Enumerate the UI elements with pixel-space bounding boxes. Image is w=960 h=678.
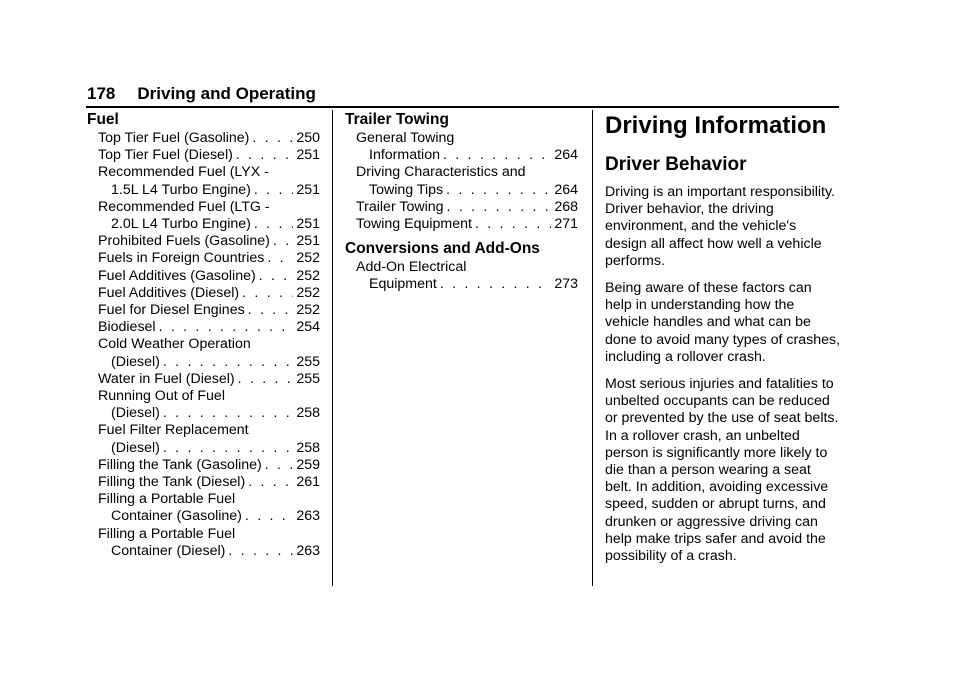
toc-page-number: 264	[554, 181, 578, 198]
toc-page-number: 259	[296, 456, 320, 473]
section-title-trailer-towing: Trailer Towing	[345, 111, 449, 128]
toc-entry-title: Filling a Portable Fuel	[98, 491, 236, 508]
dot-leader	[245, 508, 293, 525]
body-paragraph: Most serious injuries and fatalities to unbelted occupants can be reduced or prevented by the use of seat belts. In a rollover crash, an unbelted person is significantly more likely to die than a person wearing a seat belt. In addition, avoiding excessive speed, sudden or abrupt turns, and drunken or aggressive driving can help make trips safer and avoid the possibility of a crash.	[605, 376, 839, 565]
dot-leader	[228, 543, 293, 560]
toc-entry-title: Filling the Tank (Diesel)	[98, 474, 246, 491]
toc-page-number: 251	[296, 216, 320, 233]
toc-list-trailer-towing	[345, 130, 578, 233]
toc-entry-title: Biodiesel	[98, 319, 156, 336]
dot-leader	[163, 405, 293, 422]
dot-leader	[248, 302, 294, 319]
toc-entry-title: Towing Equipment	[356, 216, 472, 233]
toc-entry-title: Trailer Towing	[356, 198, 444, 215]
toc-entry-title: General Towing	[356, 130, 455, 146]
toc-page-number: 271	[554, 216, 578, 233]
toc-entry[interactable]	[87, 285, 320, 302]
dot-leader	[163, 354, 293, 371]
toc-page-number: 250	[296, 130, 320, 146]
toc-entry[interactable]	[87, 147, 320, 164]
toc-page-number: 252	[296, 302, 320, 319]
toc-entry-title: Information	[369, 147, 440, 164]
page-header	[87, 84, 316, 104]
toc-page-number: 252	[296, 284, 320, 301]
toc-entry[interactable]	[345, 199, 578, 216]
toc-entry[interactable]	[87, 457, 320, 474]
toc-entry-title: 2.0L L4 Turbo Engine)	[111, 216, 251, 233]
body-column	[605, 110, 840, 565]
toc-column-2	[345, 110, 578, 294]
toc-page-number: 268	[554, 198, 578, 215]
toc-entry[interactable]	[345, 164, 578, 198]
toc-page-number: 255	[296, 353, 320, 370]
dot-leader	[267, 250, 293, 267]
column-divider	[332, 110, 333, 586]
dot-leader	[163, 440, 293, 457]
toc-entry-title: Container (Diesel)	[111, 542, 226, 559]
toc-page-number: 258	[296, 405, 320, 422]
toc-entry-title: 1.5L L4 Turbo Engine)	[111, 181, 251, 198]
toc-entry[interactable]	[87, 250, 320, 267]
toc-page-number: 252	[296, 250, 320, 267]
subheading-driver-behavior: Driver Behavior	[605, 154, 747, 175]
toc-entry-title: Cold Weather Operation	[98, 336, 251, 353]
toc-entry[interactable]	[87, 491, 320, 525]
toc-entry[interactable]	[87, 371, 320, 388]
toc-entry[interactable]	[345, 130, 578, 164]
toc-entry[interactable]	[345, 216, 578, 233]
toc-entry-title: Filling the Tank (Gasoline)	[98, 456, 262, 473]
toc-entry-title: Fuel for Diesel Engines	[98, 302, 245, 319]
toc-entry-title: Top Tier Fuel (Diesel)	[98, 147, 233, 164]
dot-leader	[252, 130, 293, 147]
dot-leader	[259, 268, 294, 285]
dot-leader	[248, 474, 293, 491]
toc-entry-title: Fuel Additives (Diesel)	[98, 284, 240, 301]
toc-page-number: 251	[296, 181, 320, 198]
toc-page-number: 264	[554, 147, 578, 164]
toc-page-number: 254	[296, 319, 320, 336]
dot-leader	[443, 147, 551, 164]
toc-page-number: 252	[296, 267, 320, 284]
dot-leader	[440, 276, 552, 293]
toc-entry-title: (Diesel)	[111, 353, 160, 370]
column-divider	[592, 110, 593, 586]
dot-leader	[242, 285, 293, 302]
toc-entry-title: Water in Fuel (Diesel)	[98, 370, 235, 387]
dot-leader	[446, 182, 551, 199]
toc-entry-title: (Diesel)	[111, 439, 160, 456]
toc-entry[interactable]	[87, 302, 320, 319]
toc-entry-title: Fuel Additives (Gasoline)	[98, 267, 256, 284]
toc-page-number: 258	[296, 439, 320, 456]
toc-entry[interactable]	[87, 526, 320, 560]
toc-entry-title: Recommended Fuel (LYX -	[98, 164, 269, 181]
toc-page-number: 263	[296, 508, 320, 525]
dot-leader	[238, 371, 294, 388]
toc-entry[interactable]	[87, 199, 320, 233]
toc-entry[interactable]	[87, 474, 320, 491]
toc-page-number: 251	[296, 233, 320, 250]
toc-list-conversions	[345, 259, 578, 293]
header-rule	[86, 106, 839, 108]
toc-entry-title: Running Out of Fuel	[98, 388, 225, 405]
toc-page-number: 255	[296, 370, 320, 387]
toc-entry-title: Driving Characteristics and	[356, 164, 526, 181]
toc-entry[interactable]	[87, 336, 320, 370]
toc-entry-title: Fuels in Foreign Countries	[98, 250, 265, 267]
toc-entry[interactable]	[87, 130, 320, 147]
toc-entry-title: Filling a Portable Fuel	[98, 525, 236, 542]
toc-column-1	[87, 110, 320, 560]
dot-leader	[273, 233, 293, 250]
dot-leader	[159, 319, 294, 336]
heading-driving-information: Driving Information	[605, 112, 827, 139]
toc-entry[interactable]	[87, 233, 320, 250]
body-paragraph: Driving is an important responsibility. Driver behavior, the driving environment, and the vehicle's design all affect how well a vehicle performs.	[605, 184, 835, 269]
toc-entry-title: Fuel Filter Replacement	[98, 422, 249, 439]
toc-entry-title: (Diesel)	[111, 405, 160, 422]
toc-entry-title: Top Tier Fuel (Gasoline)	[98, 130, 250, 146]
toc-entry-title: Towing Tips	[369, 181, 444, 198]
toc-entry[interactable]	[345, 259, 578, 293]
toc-page-number: 251	[296, 147, 320, 164]
dot-leader	[236, 147, 294, 164]
toc-entry-title: Container (Gasoline)	[111, 508, 242, 525]
toc-entry[interactable]	[87, 319, 320, 336]
toc-entry-title: Prohibited Fuels (Gasoline)	[98, 233, 270, 250]
chapter-title: Driving and Operating	[137, 84, 316, 103]
dot-leader	[254, 216, 293, 233]
dot-leader	[447, 199, 552, 216]
section-title-conversions: Conversions and Add-Ons	[345, 240, 540, 258]
toc-entry-title: Equipment	[369, 276, 437, 293]
dot-leader	[475, 216, 551, 233]
toc-page-number: 273	[554, 276, 578, 293]
section-title-fuel: Fuel	[87, 111, 119, 128]
toc-list-fuel	[87, 130, 320, 560]
toc-entry[interactable]	[87, 388, 320, 422]
dot-leader	[254, 182, 293, 199]
body-paragraph: Being aware of these factors can help in understanding how the vehicle handles and what can be done to avoid many types of crashes, including a rollover crash.	[605, 280, 841, 365]
toc-page-number: 263	[296, 542, 320, 559]
toc-entry-title: Add-On Electrical	[356, 259, 467, 276]
dot-leader	[265, 457, 294, 474]
toc-entry[interactable]	[87, 268, 320, 285]
toc-entry[interactable]	[87, 164, 320, 198]
toc-entry[interactable]	[87, 422, 320, 456]
page-number: 178	[87, 84, 116, 103]
toc-page-number: 261	[296, 474, 320, 491]
toc-entry-title: Recommended Fuel (LTG -	[98, 198, 270, 215]
